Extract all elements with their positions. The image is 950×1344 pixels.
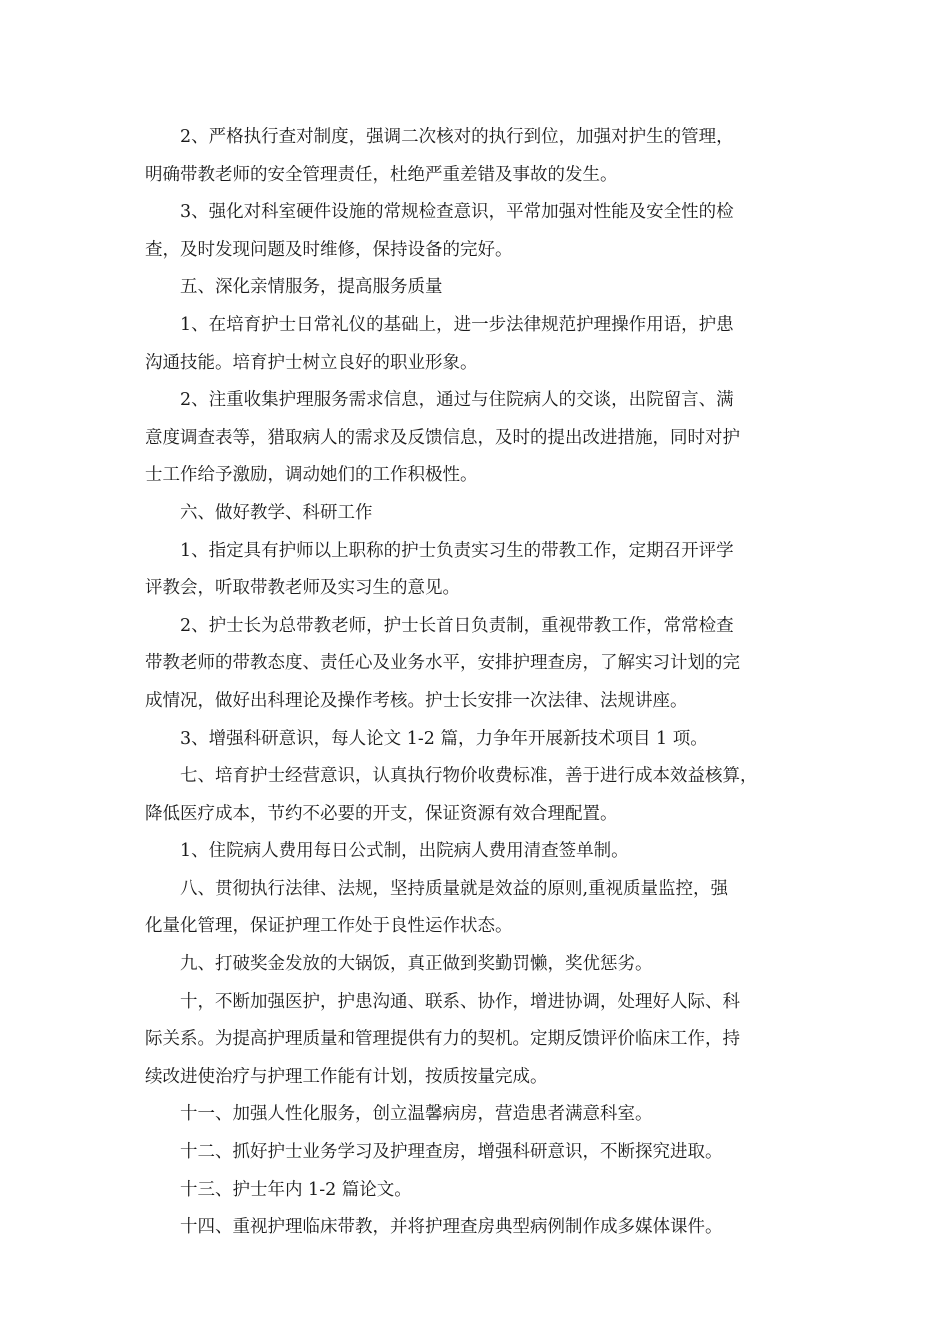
document-body — [145, 119, 813, 1247]
paragraph-line: 降低医疗成本，节约不必要的开支，保证资源有效合理配置。 — [145, 803, 618, 824]
paragraph-line: 2、注重收集护理服务需求信息，通过与住院病人的交谈，出院留言、满 — [180, 390, 734, 411]
document-paragraph — [145, 1172, 813, 1210]
paragraph-line: 化量化管理，保证护理工作处于良性运作状态。 — [145, 916, 513, 937]
paragraph-line: 八、贯彻执行法律、法规，坚持质量就是效益的原则,重视质量监控，强 — [180, 878, 729, 899]
document-paragraph — [145, 382, 813, 495]
paragraph-line: 3、强化对科室硬件设施的常规检查意识，平常加强对性能及安全性的检 — [180, 202, 734, 223]
document-paragraph — [145, 1096, 813, 1134]
document-paragraph — [145, 946, 813, 984]
paragraph-line: 十一、加强人性化服务，创立温馨病房，营造患者满意科室。 — [180, 1104, 653, 1125]
paragraph-line: 士工作给予激励，调动她们的工作积极性。 — [145, 465, 478, 486]
paragraph-line: 意度调查表等，猎取病人的需求及反馈信息，及时的提出改进措施，同时对护 — [145, 427, 740, 448]
document-paragraph — [145, 1134, 813, 1172]
document-paragraph — [145, 608, 813, 721]
document-paragraph — [145, 307, 813, 382]
document-paragraph — [145, 1209, 813, 1247]
paragraph-line: 评教会，听取带教老师及实习生的意见。 — [145, 578, 460, 599]
document-paragraph — [145, 119, 813, 194]
paragraph-line: 明确带教老师的安全管理责任，杜绝严重差错及事故的发生。 — [145, 164, 618, 185]
document-paragraph — [145, 984, 813, 1097]
paragraph-line: 1、在培育护士日常礼仪的基础上，进一步法律规范护理操作用语，护患 — [180, 314, 734, 335]
document-paragraph — [145, 833, 813, 871]
document-paragraph — [145, 194, 813, 269]
paragraph-line: 七、培育护士经营意识，认真执行物价收费标准，善于进行成本效益核算， — [180, 766, 758, 787]
paragraph-line: 十二、抓好护士业务学习及护理查房，增强科研意识，不断探究进取。 — [180, 1142, 723, 1163]
paragraph-line: 续改进使治疗与护理工作能有计划，按质按量完成。 — [145, 1066, 548, 1087]
paragraph-line: 际关系。为提高护理质量和管理提供有力的契机。定期反馈评价临床工作，持 — [145, 1029, 740, 1050]
paragraph-line: 1、指定具有护师以上职称的护士负责实习生的带教工作，定期召开评学 — [180, 540, 734, 561]
paragraph-line: 2、严格执行查对制度，强调二次核对的执行到位，加强对护生的管理， — [180, 127, 734, 147]
document-paragraph — [145, 269, 813, 307]
paragraph-line: 九、打破奖金发放的大锅饭，真正做到奖勤罚懒，奖优惩劣。 — [180, 954, 653, 975]
paragraph-line: 3、增强科研意识，每人论文 1-2 篇，力争年开展新技术项目 1 项。 — [180, 728, 708, 749]
paragraph-line: 六、做好教学、科研工作 — [180, 502, 373, 523]
paragraph-line: 十三、护士年内 1-2 篇论文。 — [180, 1179, 412, 1200]
paragraph-line: 沟通技能。培育护士树立良好的职业形象。 — [145, 352, 478, 373]
document-paragraph — [145, 721, 813, 759]
document-paragraph — [145, 871, 813, 946]
document-paragraph — [145, 533, 813, 608]
document-paragraph — [145, 758, 813, 833]
paragraph-line: 1、住院病人费用每日公式制，出院病人费用清查签单制。 — [180, 841, 629, 862]
paragraph-line: 成情况，做好出科理论及操作考核。护士长安排一次法律、法规讲座。 — [145, 690, 688, 711]
paragraph-line: 带教老师的带教态度、责任心及业务水平，安排护理查房，了解实习计划的完 — [145, 653, 740, 674]
paragraph-line: 十，不断加强医护，护患沟通、联系、协作，增进协调，处理好人际、科 — [180, 991, 740, 1012]
paragraph-line: 十四、重视护理临床带教，并将护理查房典型病例制作成多媒体课件。 — [180, 1217, 723, 1238]
paragraph-line: 查，及时发现问题及时维修，保持设备的完好。 — [145, 239, 513, 260]
document-paragraph — [145, 495, 813, 533]
paragraph-line: 五、深化亲情服务，提高服务质量 — [180, 277, 443, 298]
paragraph-line: 2、护士长为总带教老师，护士长首日负责制，重视带教工作，常常检查 — [180, 615, 734, 636]
